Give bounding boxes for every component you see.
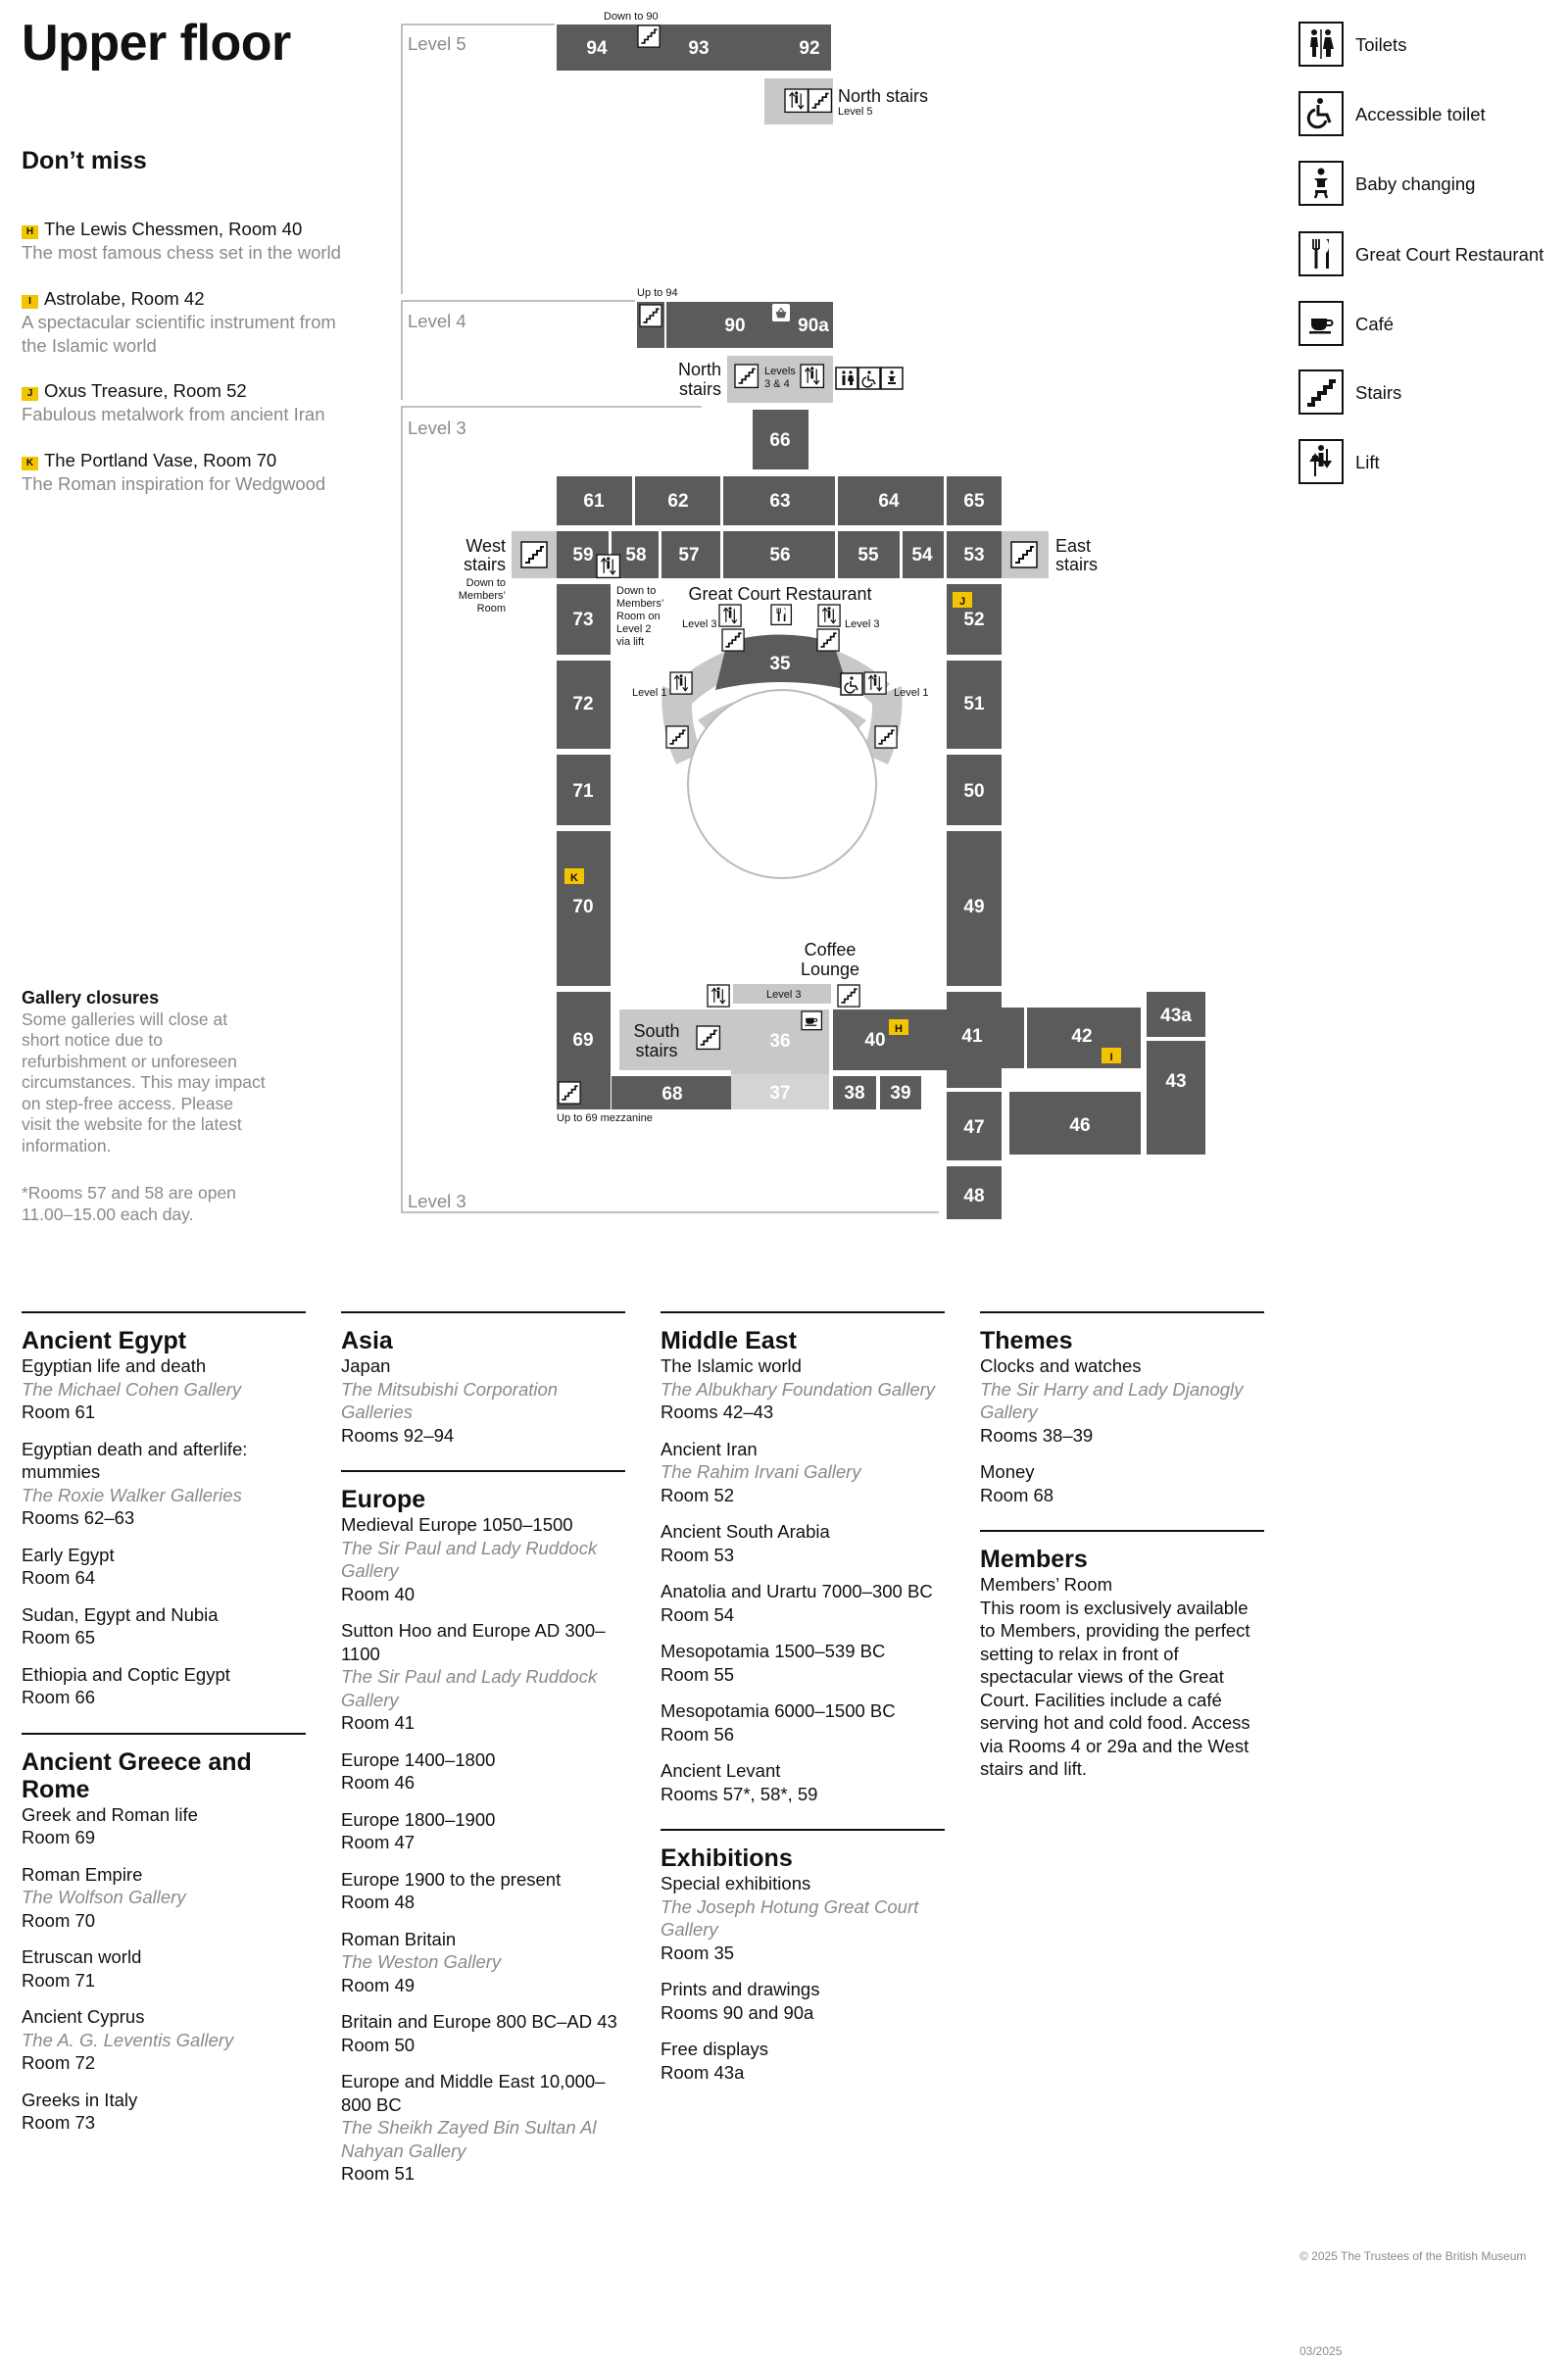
highlight-desc: A spectacular scientific instrument from the Islamic world bbox=[22, 312, 336, 356]
room-39[interactable]: 39 bbox=[890, 1083, 911, 1104]
highlight-title: The Portland Vase, bbox=[44, 450, 198, 470]
room-62[interactable]: 62 bbox=[667, 491, 689, 512]
index-entry[interactable]: Anatolia and Urartu 7000–300 BC Room 54 bbox=[661, 1581, 933, 1625]
index-entry[interactable]: Clocks and watches The Sir Harry and Lady Djanogly Gallery Rooms 38–39 bbox=[980, 1355, 1244, 1446]
room-59[interactable]: 59 bbox=[572, 545, 594, 566]
lift-icon[interactable] bbox=[785, 89, 808, 112]
coffee-lounge-label-b: Lounge bbox=[800, 959, 860, 979]
index-entry[interactable]: Britain and Europe 800 BC–AD 43 Room 50 bbox=[341, 2011, 617, 2055]
south-stairs-label: South bbox=[633, 1021, 680, 1041]
west-stairs-label-b: stairs bbox=[463, 555, 506, 574]
room-92[interactable]: 92 bbox=[799, 38, 820, 59]
room-68[interactable]: 68 bbox=[662, 1084, 683, 1105]
index-column-3 bbox=[661, 1311, 945, 2097]
index-entry[interactable]: Roman Britain The Weston Gallery Room 49 bbox=[341, 1928, 502, 1995]
room-69[interactable]: 69 bbox=[572, 1030, 594, 1051]
up-to-69-label: Up to 69 mezzanine bbox=[557, 1112, 653, 1124]
coffee-lounge-label: Coffee bbox=[804, 940, 857, 959]
legend-label: Baby changing bbox=[1355, 173, 1476, 194]
highlight-desc: The Roman inspiration for Wedgwood bbox=[22, 473, 326, 494]
index-entry[interactable]: The Islamic world The Albukhary Foundation Gallery Rooms 42–43 bbox=[661, 1355, 936, 1422]
room-50[interactable]: 50 bbox=[963, 781, 985, 802]
lift-icon[interactable] bbox=[708, 985, 729, 1007]
level-5-label: Level 5 bbox=[408, 33, 466, 54]
index-entry[interactable]: Free displays Room 43a bbox=[661, 2039, 769, 2083]
room-47[interactable]: 47 bbox=[963, 1117, 985, 1138]
lift-note-2: Members’ bbox=[616, 598, 664, 610]
restaurant-icon bbox=[771, 605, 791, 624]
level-3-south-label: Level 3 bbox=[766, 989, 802, 1001]
level-3-label: Level 3 bbox=[408, 418, 466, 438]
index-entry[interactable]: Etruscan world Room 71 bbox=[22, 1946, 142, 1991]
stairs-icon[interactable] bbox=[722, 629, 744, 651]
members-room-text: This room is exclusively available to Members, providing the perfect setting to relax in front of spectacular views of the Great Court. Facilities include a café serving hot and cold food. Access via Rooms 4 or 29a and the West stairs and lift. bbox=[980, 1597, 1250, 1779]
highlight-room: Room 42 bbox=[130, 288, 205, 309]
index-entry[interactable]: Europe 1400–1800 Room 46 bbox=[341, 1748, 496, 1793]
stairs-icon[interactable] bbox=[697, 1026, 719, 1049]
room-53[interactable]: 53 bbox=[963, 545, 985, 566]
toilets-icon bbox=[836, 368, 858, 389]
east-stairs-label-b: stairs bbox=[1055, 555, 1099, 574]
up-to-94-label: Up to 94 bbox=[637, 287, 678, 299]
west-note-1: Down to bbox=[466, 577, 506, 589]
category-heading: Europe bbox=[341, 1486, 426, 1513]
category-heading: Ancient Greece and Rome bbox=[22, 1747, 252, 1803]
room-40[interactable]: 40 bbox=[864, 1030, 886, 1051]
room-38[interactable]: 38 bbox=[844, 1083, 865, 1104]
room-70[interactable]: 70 bbox=[572, 897, 594, 917]
level-3-right-label: Level 3 bbox=[845, 618, 880, 630]
legend-label: Café bbox=[1355, 314, 1395, 334]
room-65[interactable]: 65 bbox=[963, 491, 985, 512]
room-37[interactable]: 37 bbox=[769, 1083, 791, 1104]
index-column-1 bbox=[22, 1311, 306, 2148]
index-column-2 bbox=[341, 1311, 625, 2199]
badge-h[interactable]: H bbox=[895, 1023, 903, 1035]
index-entry[interactable]: Medieval Europe 1050–1500 The Sir Paul and Lady Ruddock Gallery Room 40 bbox=[341, 1514, 598, 1604]
lift-note-1: Down to bbox=[616, 585, 657, 597]
highlight-desc: The most famous chess set in the world bbox=[22, 242, 341, 263]
baby-changing-icon bbox=[881, 368, 903, 389]
index-entry[interactable]: Ancient Iran The Rahim Irvani Gallery Room 52 bbox=[661, 1438, 861, 1505]
stairs-icon[interactable] bbox=[875, 726, 897, 748]
badge-i[interactable]: I bbox=[1109, 1052, 1113, 1063]
level-5-outline bbox=[402, 25, 555, 294]
badge-j[interactable]: J bbox=[958, 596, 966, 608]
west-stairs-label: West bbox=[466, 536, 506, 556]
gallery-closures-heading: Gallery closures bbox=[22, 988, 160, 1008]
legend-label: Toilets bbox=[1355, 34, 1407, 55]
index-entry[interactable]: Europe and Middle East 10,000–800 BC The Sheikh Zayed Bin Sultan Al Nahyan Gallery Room 51 bbox=[341, 2071, 606, 2184]
room-66[interactable]: 66 bbox=[769, 430, 791, 451]
stairs-icon[interactable] bbox=[735, 365, 758, 387]
lift-icon[interactable] bbox=[818, 605, 840, 626]
down-to-90-label: Down to 90 bbox=[604, 11, 659, 23]
lift-note-4: Level 2 bbox=[616, 623, 652, 635]
index-entry[interactable]: Sutton Hoo and Europe AD 300–1100 The Sir Paul and Lady Ruddock Gallery Room 41 bbox=[341, 1620, 606, 1733]
lift-note-5: via lift bbox=[616, 636, 645, 648]
index-column-4 bbox=[980, 1311, 1264, 1795]
room-42[interactable]: 42 bbox=[1071, 1026, 1093, 1047]
room-43a[interactable]: 43a bbox=[1160, 1006, 1192, 1026]
print-date: 03/2025 bbox=[1299, 2344, 1343, 2358]
room-52[interactable]: 52 bbox=[963, 610, 985, 630]
south-stairs-label-b: stairs bbox=[635, 1041, 678, 1060]
accessible-toilet-icon bbox=[858, 368, 880, 389]
index-entry[interactable]: Mesopotamia 1500–539 BC Room 55 bbox=[661, 1641, 886, 1685]
room-46[interactable]: 46 bbox=[1069, 1115, 1091, 1136]
index-entry[interactable]: Japan The Mitsubishi Corporation Galleries Rooms 92–94 bbox=[341, 1355, 559, 1446]
stairs-icon[interactable] bbox=[1011, 542, 1037, 567]
members-entry bbox=[980, 1573, 1264, 1781]
stairs-icon[interactable] bbox=[559, 1082, 580, 1104]
badge-k[interactable]: K bbox=[570, 872, 578, 884]
legend-label: Great Court Restaurant bbox=[1355, 244, 1544, 265]
room-63[interactable]: 63 bbox=[769, 491, 791, 512]
stairs-icon[interactable] bbox=[640, 305, 662, 326]
lift-icon[interactable] bbox=[670, 672, 692, 694]
index-entry[interactable]: Mesopotamia 6000–1500 BC Room 56 bbox=[661, 1700, 896, 1745]
highlight-title: The Lewis Chessmen, bbox=[44, 219, 224, 239]
legend-label: Lift bbox=[1355, 452, 1380, 472]
room-55[interactable]: 55 bbox=[858, 545, 879, 566]
north-stairs-4-label-b: stairs bbox=[678, 379, 721, 399]
badge-h: H bbox=[22, 225, 38, 239]
index-entry[interactable]: Egyptian death and afterlife: mummies The Roxie Walker Galleries Rooms 62–63 bbox=[22, 1438, 248, 1528]
north-stairs-label: North stairs bbox=[838, 86, 929, 106]
copyright: © 2025 The Trustees of the British Museum bbox=[1299, 2249, 1527, 2263]
west-note-3: Room bbox=[476, 603, 506, 615]
level-4-label: Level 4 bbox=[408, 311, 466, 331]
lift-icon[interactable] bbox=[801, 365, 823, 387]
badge-i: I bbox=[22, 295, 38, 309]
rooms-note: *Rooms 57 and 58 are open 11.00–15.00 each day. bbox=[22, 1183, 236, 1224]
levels-3-4-label-b: 3 & 4 bbox=[764, 378, 790, 390]
stairs-icon[interactable] bbox=[521, 542, 547, 567]
level-1-left-label: Level 1 bbox=[632, 687, 667, 699]
index-entry[interactable]: Money Room 68 bbox=[980, 1461, 1054, 1505]
great-court-restaurant-label: Great Court Restaurant bbox=[688, 584, 872, 604]
room-93[interactable]: 93 bbox=[688, 38, 710, 59]
highlight-room: Room 40 bbox=[228, 219, 303, 239]
room-54[interactable]: 54 bbox=[911, 545, 933, 566]
level-5-small-label: Level 5 bbox=[838, 106, 873, 118]
room-57[interactable]: 57 bbox=[678, 545, 700, 566]
cafe-icon bbox=[802, 1011, 821, 1030]
room-48[interactable]: 48 bbox=[963, 1186, 985, 1206]
room-35[interactable]: 35 bbox=[769, 654, 791, 674]
index-entry[interactable]: Early Egypt Room 64 bbox=[22, 1544, 115, 1588]
legend-label: Accessible toilet bbox=[1355, 104, 1486, 124]
index-entry[interactable]: Ancient Cyprus The A. G. Leventis Gallery Room 72 bbox=[22, 2006, 234, 2073]
stairs-icon[interactable] bbox=[666, 726, 688, 748]
category-heading: Ancient Egypt bbox=[22, 1327, 187, 1354]
room-64[interactable]: 64 bbox=[878, 491, 900, 512]
index-entry[interactable]: Ethiopia and Coptic Egypt Room 66 bbox=[22, 1663, 230, 1707]
room-90[interactable]: 90 bbox=[724, 316, 746, 336]
highlight-title: Astrolabe, bbox=[44, 288, 126, 309]
stairs-icon[interactable] bbox=[638, 25, 660, 47]
shop-icon bbox=[772, 304, 790, 321]
badge-k: K bbox=[22, 457, 38, 470]
stairs-icon[interactable] bbox=[817, 629, 839, 651]
index-entry[interactable]: Ancient South Arabia Room 53 bbox=[661, 1521, 830, 1565]
stairs-icon[interactable] bbox=[808, 89, 831, 112]
accessible-toilet-icon bbox=[841, 673, 862, 695]
room-90a[interactable]: 90a bbox=[798, 316, 829, 336]
page-title: Upper floor bbox=[22, 15, 291, 72]
level-3-left-label: Level 3 bbox=[682, 618, 717, 630]
lift-icon[interactable] bbox=[597, 555, 619, 577]
index-entry[interactable]: Greek and Roman life Room 69 bbox=[22, 1803, 198, 1847]
levels-3-4-label: Levels bbox=[764, 366, 796, 377]
badge-j: J bbox=[22, 387, 38, 401]
room-73[interactable]: 73 bbox=[572, 610, 594, 630]
room-94[interactable]: 94 bbox=[586, 38, 608, 59]
category-heading: Asia bbox=[341, 1327, 393, 1354]
room-36[interactable]: 36 bbox=[769, 1031, 791, 1052]
index-entry[interactable]: Ancient Levant Rooms 57*, 58*, 59 bbox=[661, 1760, 818, 1804]
index-entry[interactable]: Greeks in Italy Room 73 bbox=[22, 2089, 138, 2133]
room-41[interactable]: 41 bbox=[961, 1026, 983, 1047]
index-entry[interactable]: Special exhibitions The Joseph Hotung Great Court Gallery Room 35 bbox=[661, 1873, 919, 1963]
room-43[interactable]: 43 bbox=[1165, 1071, 1187, 1092]
highlight-room: Room 52 bbox=[172, 380, 247, 401]
room-61[interactable]: 61 bbox=[583, 491, 605, 512]
great-court-reading-room bbox=[688, 690, 876, 878]
index-entry[interactable]: Europe 1800–1900 Room 47 bbox=[341, 1808, 496, 1852]
level-1-right-label: Level 1 bbox=[894, 687, 929, 699]
room-72[interactable]: 72 bbox=[572, 694, 594, 714]
lift-icon[interactable] bbox=[719, 605, 741, 626]
category-heading: Members bbox=[980, 1546, 1088, 1573]
room-51[interactable]: 51 bbox=[963, 694, 985, 714]
lift-icon[interactable] bbox=[864, 672, 886, 694]
category-heading: Themes bbox=[980, 1327, 1073, 1354]
highlight-desc: Fabulous metalwork from ancient Iran bbox=[22, 404, 325, 424]
lift-note-3: Room on bbox=[616, 611, 661, 622]
highlight-room: Room 70 bbox=[203, 450, 277, 470]
legend-label: Stairs bbox=[1355, 382, 1402, 403]
gallery-closures-text: Some galleries will close at short notice due to refurbishment or unforeseen circumstances. This may impact on step-free access. Please visit the website for the latest information. bbox=[22, 1008, 266, 1156]
index-entry[interactable]: Sudan, Egypt and Nubia Room 65 bbox=[22, 1603, 219, 1648]
highlight-title: Oxus Treasure, bbox=[44, 380, 169, 401]
index-entry[interactable]: Egyptian life and death The Michael Cohen Gallery Room 61 bbox=[22, 1355, 242, 1422]
north-stairs-4-label: North bbox=[677, 360, 721, 379]
stairs-icon[interactable] bbox=[838, 985, 859, 1007]
category-heading: Middle East bbox=[661, 1327, 797, 1354]
index-entry[interactable]: Prints and drawings Rooms 90 and 90a bbox=[661, 1979, 820, 2023]
east-stairs-label: East bbox=[1055, 536, 1092, 556]
index-entry[interactable]: Roman Empire The Wolfson Gallery Room 70 bbox=[22, 1863, 186, 1931]
dont-miss-heading: Don’t miss bbox=[22, 147, 147, 174]
category-heading: Exhibitions bbox=[661, 1845, 793, 1872]
members-room-title: Members’ Room bbox=[980, 1574, 1113, 1595]
index-entry[interactable]: Europe 1900 to the present Room 48 bbox=[341, 1868, 562, 1912]
level-3-label-bottom: Level 3 bbox=[408, 1191, 466, 1211]
west-note-2: Members’ bbox=[458, 590, 506, 602]
room-56[interactable]: 56 bbox=[769, 545, 791, 566]
room-49[interactable]: 49 bbox=[963, 897, 985, 917]
room-71[interactable]: 71 bbox=[572, 781, 594, 802]
room-58[interactable]: 58 bbox=[625, 545, 647, 566]
